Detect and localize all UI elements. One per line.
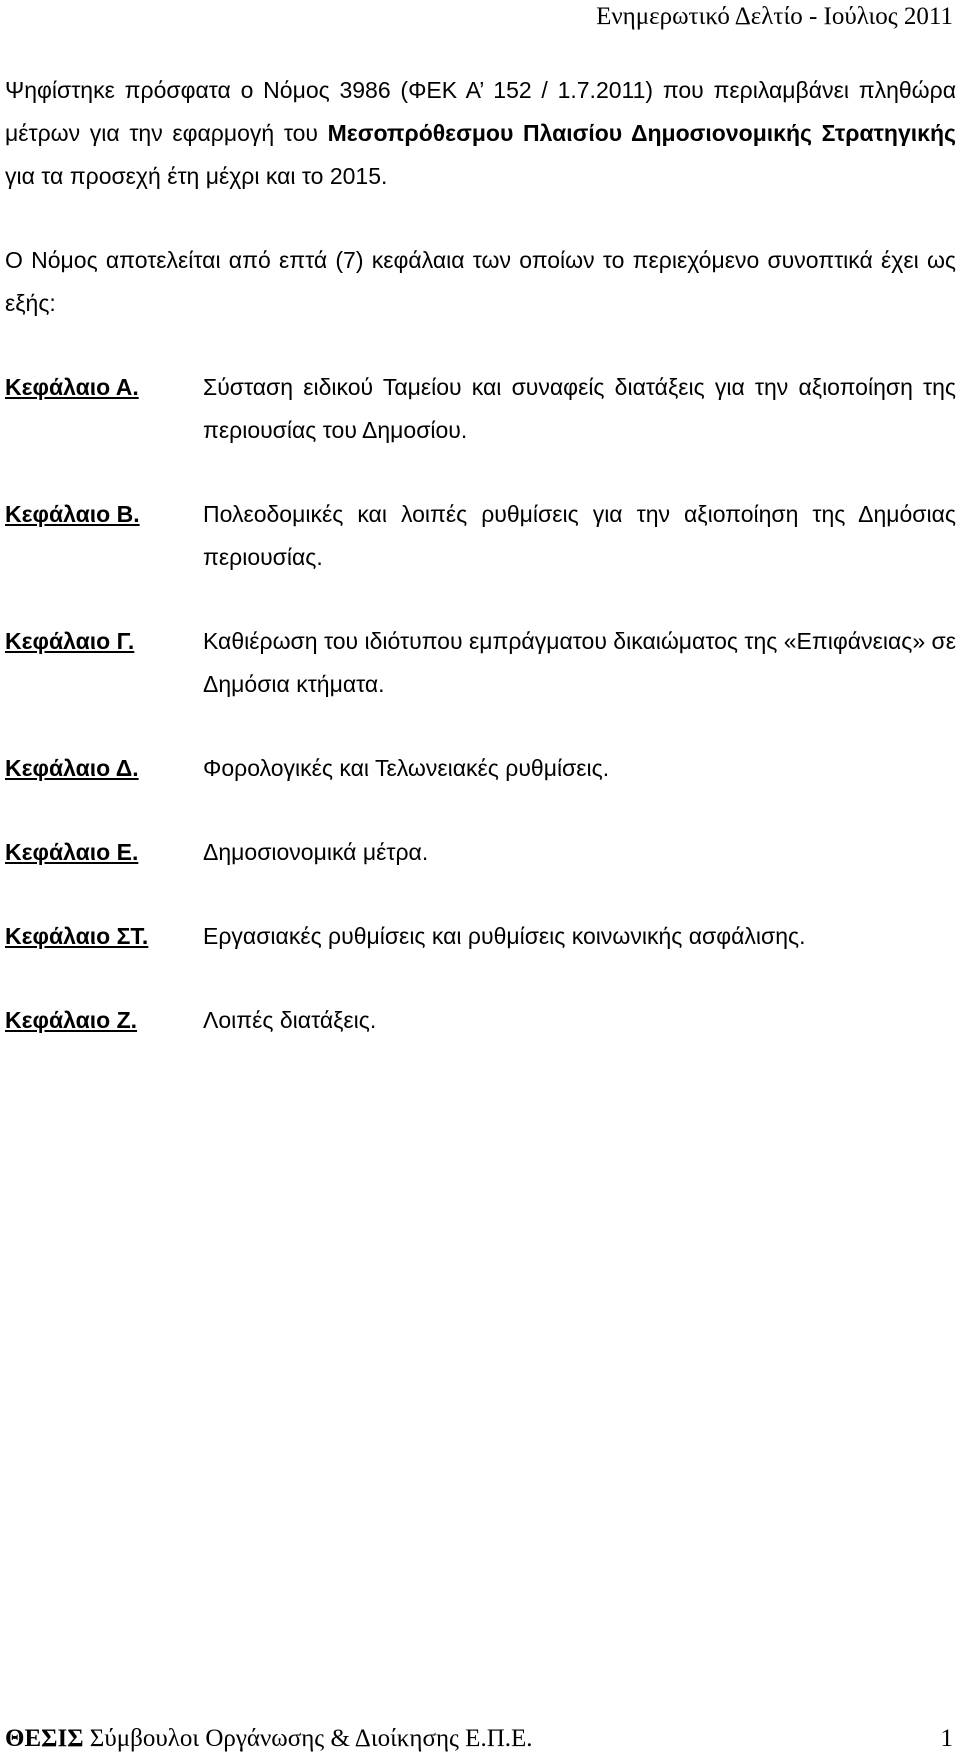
chapter-text: Δημοσιονομικά μέτρα.	[203, 839, 429, 865]
chapter-text: Φορολογικές και Τελωνειακές ρυθμίσεις.	[203, 755, 610, 781]
chapter-label: Κεφάλαιο Δ.	[5, 755, 139, 781]
footer-brand: ΘΕΣΙΣ	[5, 1725, 84, 1752]
footer-company	[5, 1722, 533, 1756]
intro-bold-text: Μεσοπρόθεσμου Πλαισίου Δημοσιονομικής Στρατηγικής	[327, 120, 956, 146]
summary-paragraph: Ο Νόμος αποτελείται από επτά (7) κεφάλαια των οποίων το περιεχόμενο συνοπτικά έχει ως εξής:	[5, 247, 956, 316]
chapter-d	[5, 747, 956, 790]
chapter-label: Κεφάλαιο Γ.	[5, 628, 135, 654]
chapter-label: Κεφάλαιο Ζ.	[5, 1007, 138, 1033]
footer	[5, 1722, 953, 1756]
chapter-text: Πολεοδομικές και λοιπές ρυθμίσεις για την αξιοποίηση της Δημόσιας περιουσίας.	[203, 501, 956, 570]
chapter-text: Λοιπές διατάξεις.	[203, 1007, 377, 1033]
chapter-z	[5, 999, 956, 1042]
chapter-label: Κεφάλαιο Β.	[5, 501, 140, 527]
chapter-c	[5, 620, 956, 706]
chapter-b	[5, 493, 956, 579]
intro-text-1: Ψηφίστηκε πρόσφατα ο Νόμος 3986 (ΦΕΚ Α’ 152 / 1.7.2011) που περιλαμβάνει πληθώρα μέτρων για την εφαρμογή του	[5, 77, 956, 146]
chapter-e	[5, 831, 956, 874]
chapter-text: Σύσταση ειδικού Ταμείου και συναφείς διατάξεις για την αξιοποίηση της περιουσίας του Δημοσίου.	[203, 374, 956, 443]
chapter-text: Καθιέρωση του ιδιότυπου εμπράγματου δικαιώματος της «Επιφάνειας» σε Δημόσια κτήματα.	[203, 628, 956, 697]
intro-paragraph	[5, 69, 956, 198]
footer-company-name: Σύμβουλοι Οργάνωσης & Διοίκησης Ε.Π.Ε.	[83, 1725, 533, 1752]
chapter-a	[5, 366, 956, 452]
chapter-label: Κεφάλαιο Α.	[5, 374, 139, 400]
chapter-text: Εργασιακές ρυθμίσεις και ρυθμίσεις κοινωνικής ασφάλισης.	[203, 923, 806, 949]
intro-text-2: για τα προσεχή έτη μέχρι και το 2015.	[5, 163, 388, 189]
chapter-label: Κεφάλαιο Ε.	[5, 839, 139, 865]
document-body	[5, 69, 956, 1083]
chapter-st	[5, 915, 956, 958]
page-number: 1	[940, 1725, 953, 1752]
header-title: Ενημερωτικό Δελτίο - Ιούλιος 2011	[596, 3, 953, 30]
chapter-label: Κεφάλαιο ΣΤ.	[5, 923, 149, 949]
